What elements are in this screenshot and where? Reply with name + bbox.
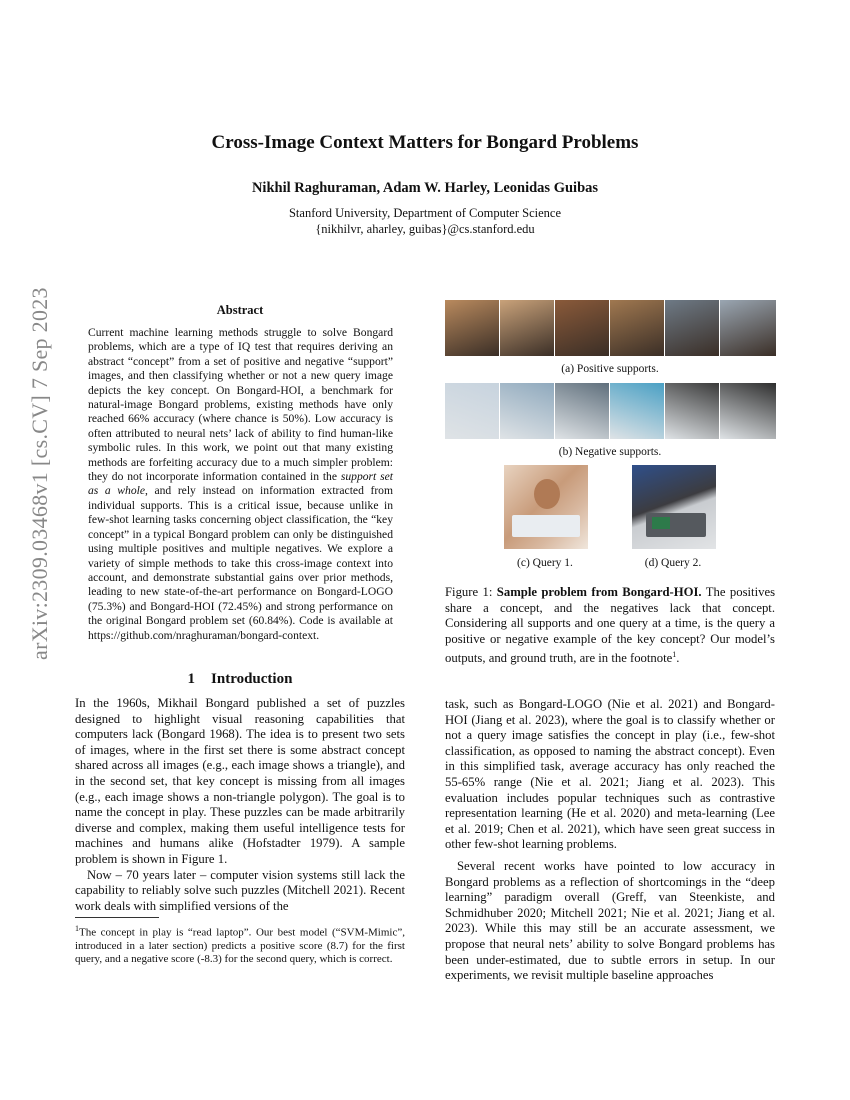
- paper-emails: {nikhilvr, aharley, guibas}@cs.stanford.edu: [315, 222, 535, 236]
- intro-paragraph-3: task, such as Bongard-LOGO (Nie et al. 2021) and Bongard-HOI (Jiang et al. 2023), where the goal is to classify whether or not a query image satisfies the concept in play (i.e., few-shot classification, as opposed to naming the abstract concept). Even in this simplified task, average accuracy has only reached the 55-65% range (Nie et al. 2021; Jiang et al. 2023). This evaluation includes popular techniques such as contrastive representation learning (He et al. 2020) and meta-learning (Lee et al. 2019; Chen et al. 2021), which have seen great success in other few-shot learning problems.: [445, 697, 775, 852]
- figure-caption-footnote-mark: 1: [672, 650, 677, 660]
- caption-positive-supports: (a) Positive supports.: [561, 363, 659, 375]
- positive-support-image: [555, 300, 609, 356]
- caption-negative-supports: (b) Negative supports.: [558, 446, 662, 458]
- abstract-text-1: Current machine learning methods struggle to solve Bongard problems, which are a type of IQ test that requires deriving an abstract “concept” from a set of positive and negative “support” images, and then classifying whether or not a new query image depicts the key concept. On Bongard-HOI, a benchmark for natural-image Bongard problems, existing methods have only reached 66% accuracy (where chance is 50%). Low accuracy is often attributed to neural nets’ lack of ability to find human-like symbolic rules. In this work, we point out that many existing methods are forfeiting accuracy due to a much simpler problem: they do not incorporate information contained in the: [88, 326, 393, 484]
- abstract-body: [88, 326, 393, 643]
- negative-support-image: [500, 383, 554, 439]
- footnote-text: The concept in play is “read laptop”. Our best model (“SVM-Mimic”, introduced in a later section) predicts a positive score (8.7) for the first query, and a negative score (-8.3) for the second query, which is correct.: [75, 926, 405, 966]
- intro-right-column: [445, 697, 775, 984]
- intro-left-column: [75, 696, 405, 914]
- positive-support-image: [500, 300, 554, 356]
- figure-caption-bold: Sample problem from Bongard-HOI.: [496, 585, 702, 599]
- positive-support-image: [610, 300, 664, 356]
- abstract-emphasis: support set as a whole: [88, 470, 393, 498]
- caption-query-2: (d) Query 2.: [644, 557, 702, 569]
- figure-1-caption: [445, 585, 775, 667]
- paper-authors: Nikhil Raghuraman, Adam W. Harley, Leonidas Guibas: [251, 180, 599, 196]
- negative-support-image: [610, 383, 664, 439]
- arxiv-identifier: arXiv:2309.03468v1 [cs.CV] 7 Sep 2023: [27, 287, 52, 660]
- figure-caption-end: .: [676, 651, 680, 666]
- section-heading-introduction: [75, 671, 405, 688]
- caption-query-1: (c) Query 1.: [517, 557, 573, 569]
- negative-support-image: [445, 383, 499, 439]
- positive-support-image: [445, 300, 499, 356]
- negative-support-image: [555, 383, 609, 439]
- negative-support-image: [720, 383, 776, 439]
- abstract-heading: Abstract: [216, 303, 264, 317]
- figure-caption-label: Figure 1:: [445, 585, 497, 599]
- paper-title: Cross-Image Context Matters for Bongard Problems: [211, 132, 639, 153]
- positive-support-image: [720, 300, 776, 356]
- paper-affiliation: Stanford University, Department of Computer Science: [288, 206, 562, 220]
- footnote: [75, 922, 405, 967]
- section-number: 1: [187, 671, 196, 687]
- positive-support-image: [665, 300, 719, 356]
- negative-supports-strip: [445, 383, 776, 439]
- footnote-rule: [75, 917, 159, 918]
- abstract-text-2: , and rely instead on information extracted from individual supports. This is a critical issue, because unlike in few-shot learning tasks concerning object classification, the “key concept” in a typical Bongard problem can only be distinguished using multiple positives and multiple negatives. We explore a variety of simple methods to take this cross-image context into account, and demonstrate substantial gains over prior methods, leading to new state-of-the-art performance on Bongard-LOGO (75.3%) and Bongard-HOI (72.45%) and strong performance on the original Bongard problem set (60.84%). Code is available at https://github.com/nraghuraman/bongard-context.: [88, 484, 393, 642]
- footnote-mark: 1: [75, 924, 79, 933]
- negative-support-image: [665, 383, 719, 439]
- figure-caption-text: The positives share a concept, and the negatives lack that concept. Considering all supports and one query at a time, is the query a positive or negative example of the key concept? Our model’s outputs, and ground truth, are in the footnote: [445, 585, 776, 666]
- section-title: Introduction: [211, 671, 293, 687]
- intro-paragraph-4: Several recent works have pointed to low accuracy in Bongard problems as a reflection of shortcomings in the “deep learning” paradigm overall (Greff, van Steenkiste, and Schmidhuber 2020; Mitchell 2021; Nie et al. 2021; Jiang et al. 2023). While this may still be an accurate assessment, we propose that neural nets’ ability to solve Bongard problems has been under-estimated, due to subtle errors in setup. In our experiments, we revisit multiple baseline approaches: [445, 858, 775, 983]
- positive-supports-strip: [445, 300, 776, 356]
- intro-paragraph-2: Now – 70 years later – computer vision systems still lack the capability to reliably solve such puzzles (Mitchell 2021). Recent work deals with simplified versions of the: [75, 867, 405, 913]
- query-1-image: [504, 465, 588, 549]
- intro-paragraph-1: In the 1960s, Mikhail Bongard published a set of puzzles designed to highlight visual reasoning capabilities that computers lack (Bongard 1968). The idea is to present two sets of images, where in the first set there is some abstract concept shared across all images (e.g., each image shows a triangle), and in the second set, that key concept is missing from all images (e.g., each image shows a non-triangle polygon). The goal is to name the concept in play. These puzzles can be made arbitrarily diverse and complex, making them useful intelligence tests for machines and humans alike (Hofstadter 1979). A sample problem is shown in Figure 1.: [75, 696, 405, 866]
- query-2-image: [632, 465, 716, 549]
